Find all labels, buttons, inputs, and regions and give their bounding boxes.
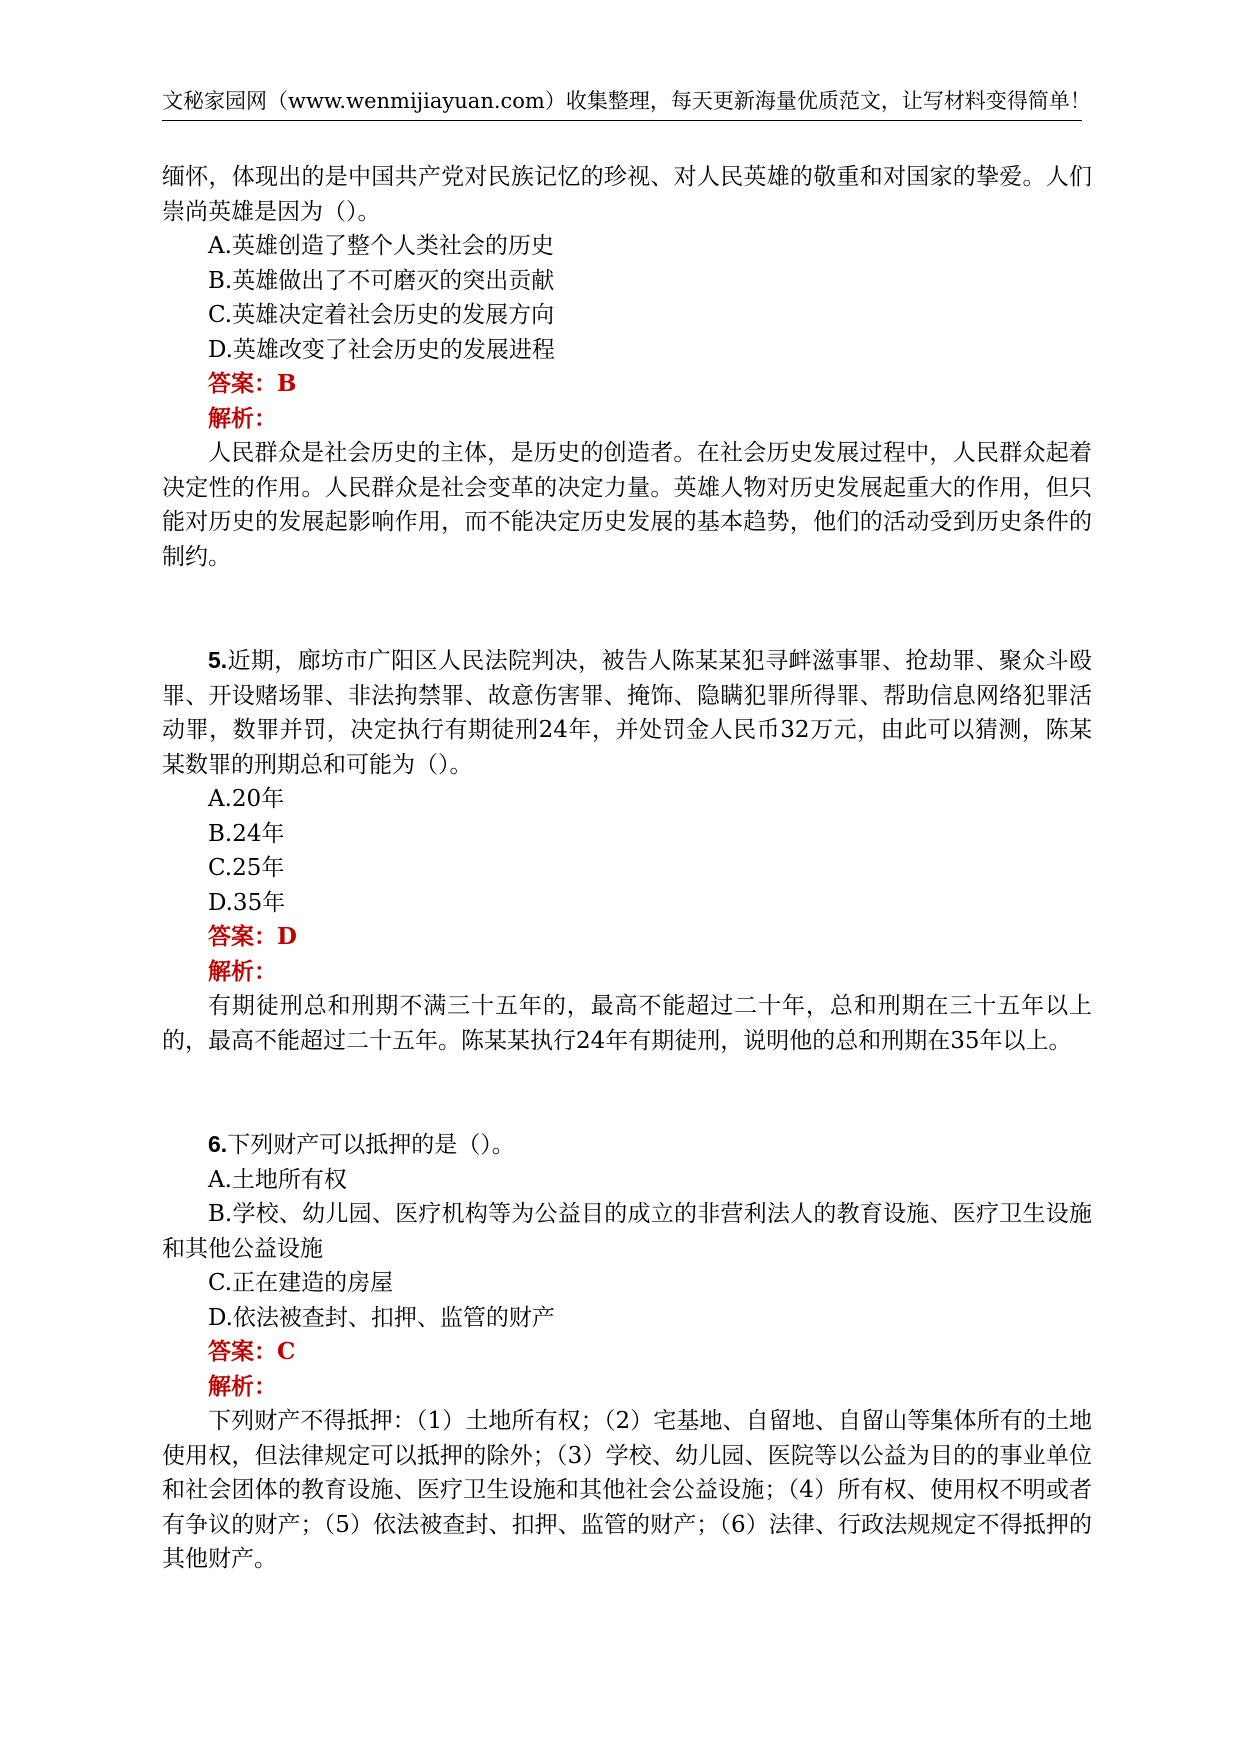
question-4-option-d: D.英雄改变了社会历史的发展进程 xyxy=(208,336,555,363)
question-5-option-a: A.20年 xyxy=(208,786,285,812)
question-6-number: 6. xyxy=(208,1131,228,1157)
question-4-stem: 缅怀，体现出的是中国共产党对民族记忆的珍视、对人民英雄的敬重和对国家的挚爱。人们崇尚英雄是因为（）。 xyxy=(162,164,1092,225)
question-5-analysis: 有期徒刑总和刑期不满三十五年的，最高不能超过二十年，总和刑期在三十五年以上的，最高不能超过二十五年。陈某某执行24年有期徒刑，说明他的总和刑期在35年以上。 xyxy=(162,993,1092,1054)
question-5-option-d: D.35年 xyxy=(208,889,286,916)
question-5-analysis-label: 解析： xyxy=(208,957,277,985)
question-5-number: 5. xyxy=(208,647,228,673)
question-6-analysis-label: 解析： xyxy=(208,1372,277,1400)
question-4-analysis: 人民群众是社会历史的主体，是历史的创造者。在社会历史发展过程中，人民群众起着决定性的作用。人民群众是社会变革的决定力量。英雄人物对历史发展起重大的作用，但只能对历史的发展起影响作用，而不能决定历史发展的基本趋势，他们的活动受到历史条件的制约。 xyxy=(162,440,1092,570)
question-6-option-d: D.依法被查封、扣押、监管的财产 xyxy=(208,1304,555,1331)
question-5-option-b: B.24年 xyxy=(208,820,285,847)
question-6-analysis: 下列财产不得抵押：（1）土地所有权；（2）宅基地、自留地、自留山等集体所有的土地使用权，但法律规定可以抵押的除外；（3）学校、幼儿园、医院等以公益为目的的事业单位和社会团体的教育设施、医疗卫生设施和其他社会公益设施；（4）所有权、使用权不明或者有争议的财产；（5）依法被查封、扣押、监管的财产；（6）法律、行政法规规定不得抵押的其他财产。 xyxy=(162,1408,1092,1572)
question-6-option-c: C.正在建造的房屋 xyxy=(208,1270,394,1296)
question-4-option-a: A.英雄创造了整个人类社会的历史 xyxy=(208,233,554,259)
question-4-analysis-label: 解析： xyxy=(208,404,277,432)
question-4-option-c: C.英雄决定着社会历史的发展方向 xyxy=(208,302,555,328)
question-6-answer: 答案：C xyxy=(208,1338,296,1365)
question-6-stem: 下列财产可以抵押的是（）。 xyxy=(227,1132,515,1158)
question-5-stem-paragraph xyxy=(162,643,1092,782)
question-5 xyxy=(162,643,1092,1058)
question-4 xyxy=(162,160,1092,574)
document-body xyxy=(162,160,1092,1577)
question-5-stem: 近期，廊坊市广阳区人民法院判决，被告人陈某某犯寻衅滋事罪、抢劫罪、聚众斗殴罪、开设赌场罪、非法拘禁罪、故意伤害罪、掩饰、隐瞒犯罪所得罪、帮助信息网络犯罪活动罪，数罪并罚，决定执行有期徒刑24年，并处罚金人民币32万元，由此可以猜测，陈某某数罪的刑期总和可能为（）。 xyxy=(162,648,1092,778)
question-6-option-a: A.土地所有权 xyxy=(208,1166,347,1193)
question-6-stem-paragraph xyxy=(162,1127,1092,1163)
spacer xyxy=(162,574,1092,643)
spacer xyxy=(162,1058,1092,1127)
question-6 xyxy=(162,1127,1092,1577)
question-4-option-b: B.英雄做出了不可磨灭的突出贡献 xyxy=(208,267,555,294)
question-4-answer: 答案：B xyxy=(208,370,297,397)
page-header: 文秘家园网（www.wenmijiayuan.com）收集整理，每天更新海量优质范文，让写材料变得简单！ xyxy=(162,86,1082,121)
question-6-option-b: B.学校、幼儿园、医疗机构等为公益目的成立的非营利法人的教育设施、医疗卫生设施和其他公益设施 xyxy=(162,1201,1092,1262)
question-5-option-c: C.25年 xyxy=(208,855,285,881)
question-5-answer: 答案：D xyxy=(208,923,297,950)
